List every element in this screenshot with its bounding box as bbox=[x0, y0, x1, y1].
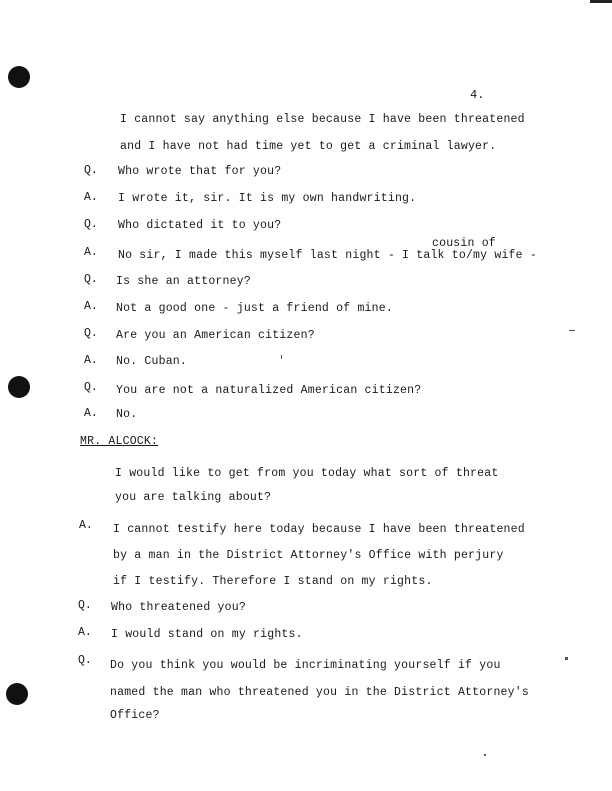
handwritten-insertion: cousin of bbox=[432, 237, 496, 250]
speaker-label: A. bbox=[78, 626, 92, 639]
transcript-line: No. bbox=[116, 408, 138, 421]
transcript-line: I would like to get from you today what sort of threat bbox=[115, 467, 499, 480]
transcript-line: Who dictated it to you? bbox=[118, 219, 282, 232]
transcript-line: No. Cuban. bbox=[116, 355, 188, 368]
transcript-line: you are talking about? bbox=[115, 491, 272, 504]
punch-hole-middle bbox=[8, 376, 30, 398]
speaker-label: Q. bbox=[84, 218, 98, 231]
transcript-line: You are not a naturalized American citizen? bbox=[116, 384, 422, 397]
transcript-line: Are you an American citizen? bbox=[116, 329, 315, 342]
speaker-label: Q. bbox=[78, 654, 92, 667]
transcript-line: Who threatened you? bbox=[111, 601, 246, 614]
scan-speck bbox=[565, 657, 568, 660]
speaker-label: A. bbox=[84, 300, 98, 313]
speaker-label: Q. bbox=[84, 381, 98, 394]
punch-hole-top bbox=[8, 66, 30, 88]
transcript-line: I cannot say anything else because I have been threatened bbox=[120, 113, 525, 126]
transcript-line: Do you think you would be incriminating yourself if you bbox=[110, 659, 501, 672]
transcript-line: if I testify. Therefore I stand on my rights. bbox=[113, 575, 433, 588]
speaker-label: A. bbox=[84, 354, 98, 367]
speaker-header: MR. ALCOCK: bbox=[80, 435, 159, 448]
speaker-label: Q. bbox=[78, 599, 92, 612]
transcript-line: and I have not had time yet to get a criminal lawyer. bbox=[120, 140, 497, 153]
speaker-label: Q. bbox=[84, 273, 98, 286]
speaker-label: A. bbox=[79, 519, 93, 532]
transcript-line: Office? bbox=[110, 709, 160, 722]
scan-speck bbox=[569, 330, 575, 331]
transcript-line: Is she an attorney? bbox=[116, 275, 251, 288]
speaker-label: A. bbox=[84, 407, 98, 420]
scan-speck bbox=[484, 754, 486, 756]
speaker-label: Q. bbox=[84, 164, 98, 177]
transcript-line: Who wrote that for you? bbox=[118, 165, 282, 178]
transcript-line: named the man who threatened you in the District Attorney's bbox=[110, 686, 529, 699]
speaker-label: A. bbox=[84, 191, 98, 204]
punch-hole-bottom bbox=[6, 683, 28, 705]
transcript-line: by a man in the District Attorney's Office with perjury bbox=[113, 549, 504, 562]
transcript-line: I wrote it, sir. It is my own handwriting. bbox=[118, 192, 417, 205]
transcript-line: No sir, I made this myself last night - I talk to/my wife - bbox=[118, 249, 537, 262]
scan-mark bbox=[590, 0, 612, 3]
transcript-line: I cannot testify here today because I have been threatened bbox=[113, 523, 525, 536]
page-number: 4. bbox=[470, 88, 485, 102]
speaker-label: Q. bbox=[84, 327, 98, 340]
speaker-label: A. bbox=[84, 246, 98, 259]
scan-speck bbox=[281, 355, 282, 359]
transcript-line: Not a good one - just a friend of mine. bbox=[116, 302, 393, 315]
transcript-line: I would stand on my rights. bbox=[111, 628, 303, 641]
